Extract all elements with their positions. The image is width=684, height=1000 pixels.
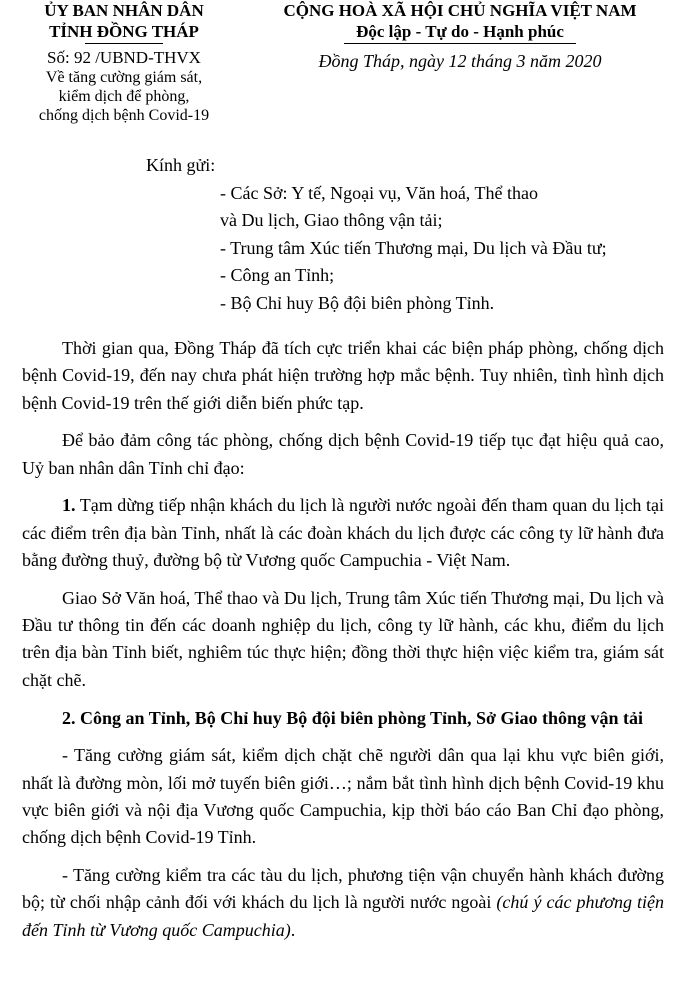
recipients-block: [146, 152, 666, 317]
subject-line2: kiểm dịch để phòng,: [58, 88, 190, 105]
authority-underline: [85, 43, 163, 44]
subject-line3: chống dịch bệnh Covid-19: [38, 107, 210, 124]
item-1-number: 1.: [62, 495, 76, 516]
vehicle-inspection-text: - Tăng cường kiểm tra các tàu du lịch, phương tiện vận chuyển hành khách đường bộ; từ chối nhập cảnh đối với khách du lịch là người nước ngoài: [22, 865, 664, 913]
recipient-line: - Các Sở: Y tế, Ngoại vụ, Văn hoá, Thể thao: [220, 182, 538, 203]
recipient-line: và Du lịch, Giao thông vận tải;: [220, 210, 443, 230]
paragraph-item-1: [22, 492, 664, 574]
national-motto: Độc lập - Tự do - Hạnh phúc: [356, 22, 564, 41]
paragraph-situation: Thời gian qua, Đồng Tháp đã tích cực triển khai các biện pháp phòng, chống dịch bệnh Covid-19, đến nay chưa phát hiện trường hợp mắc bệnh. Tuy nhiên, tình hình dịch bệnh Covid-19 trên thế giới diễn biến phức tạp.: [22, 338, 664, 413]
item-2-heading: 2. Công an Tỉnh, Bộ Chỉ huy Bộ đội biên phòng Tỉnh, Sở Giao thông vận tải: [62, 707, 644, 728]
paragraph-assignment: Giao Sở Văn hoá, Thể thao và Du lịch, Trung tâm Xúc tiến Thương mại, Du lịch và Đầu tư thông tin đến các doanh nghiệp du lịch, công ty lữ hành, các khu, điểm du lịch trên địa bàn Tỉnh biết, nghiêm túc thực hiện; đồng thời thực hiện việc kiểm tra, giám sát chặt chẽ.: [22, 587, 664, 690]
place-and-date: Đồng Tháp, ngày 12 tháng 3 năm 2020: [318, 51, 602, 71]
item-1-text: Tạm dừng tiếp nhận khách du lịch là người nước ngoài đến tham quan du lịch tại các điểm trên địa bàn Tỉnh, nhất là các đoàn khách du lịch được các công ty lữ hành đưa bằng đường thuỷ, đường bộ từ Vương quốc Campuchia - Việt Nam.: [22, 495, 664, 571]
recipient-line: - Bộ Chỉ huy Bộ đội biên phòng Tỉnh.: [220, 292, 495, 313]
issuing-authority-block: [18, 0, 230, 125]
authority-name-line2: TỈNH ĐỒNG THÁP: [49, 22, 199, 41]
recipient-line: - Công an Tỉnh;: [220, 265, 335, 285]
national-motto-block: [236, 0, 684, 72]
document-body: [22, 335, 664, 954]
nation-name: CỘNG HOÀ XÃ HỘI CHỦ NGHĨA VIỆT NAM: [283, 1, 637, 20]
paragraph-border-surveillance: - Tăng cường giám sát, kiểm dịch chặt chẽ người dân qua lại khu vực biên giới, nhất là đường mòn, lối mở tuyến biên giới…; nắm bắt tình hình dịch bệnh Covid-19 khu vực biên giới và nội địa Vương quốc Campuchia, kịp thời báo cáo Ban Chỉ đạo phòng, chống dịch bệnh Covid-19 Tỉnh.: [22, 745, 664, 848]
paragraph-vehicle-inspection: [22, 862, 664, 944]
greeting: Kính gửi:: [146, 155, 216, 175]
document-number: Số: 92 /UBND-THVX: [47, 48, 201, 67]
vehicle-inspection-note: (chú ý các phương tiện đến Tỉnh từ Vương quốc Campuchia): [22, 892, 664, 940]
motto-underline: [344, 43, 576, 44]
authority-name-line1: ỦY BAN NHÂN DÂN: [44, 1, 204, 20]
paragraph-directive-intro: Để bảo đảm công tác phòng, chống dịch bệnh Covid-19 tiếp tục đạt hiệu quả cao, Uỷ ban nhân dân Tỉnh chỉ đạo:: [22, 430, 664, 478]
vehicle-inspection-end: .: [290, 919, 296, 940]
recipient-line: - Trung tâm Xúc tiến Thương mại, Du lịch và Đầu tư;: [220, 237, 607, 258]
subject-line1: Về tăng cường giám sát,: [45, 69, 203, 86]
